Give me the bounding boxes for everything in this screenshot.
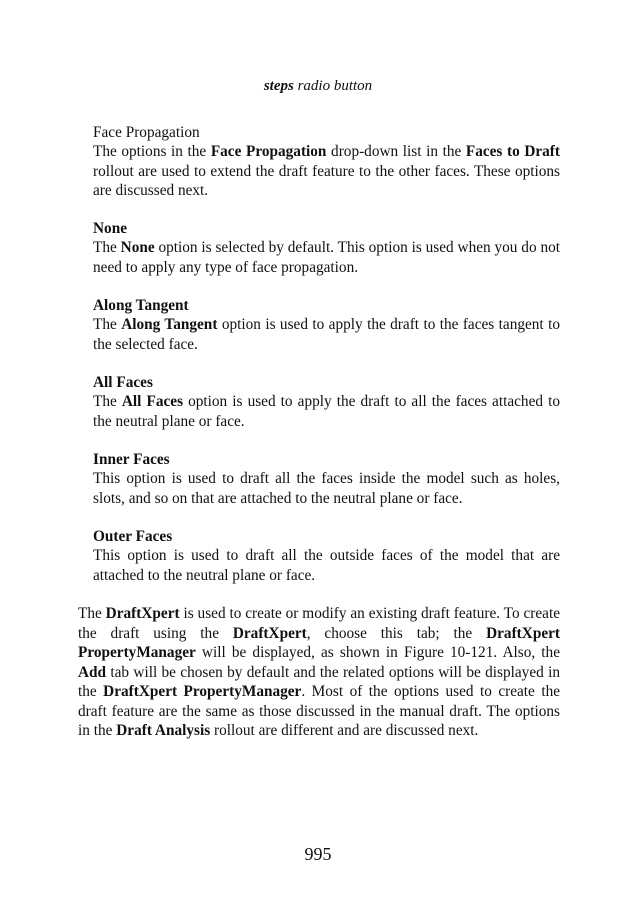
caption-rest: radio button bbox=[293, 78, 373, 94]
draftxpert-paragraph: The DraftXpert is used to create or modify an existing draft feature. To create the draft using the DraftXpert, choose this tab; the DraftXpert PropertyManager will be displayed, as shown in Figure 10-121. Also, the Add tab will be chosen by default and the related options will be displayed in the DraftXpert PropertyManager. Most of the options used to create the draft feature are the same as those discussed in the manual draft. The options in the Draft Analysis rollout are different and are discussed next. bbox=[78, 605, 561, 739]
section-all-faces bbox=[93, 373, 560, 431]
caption-bold: steps bbox=[263, 78, 294, 94]
section-none bbox=[93, 219, 560, 277]
section-inner-faces bbox=[93, 450, 560, 508]
section-body: The Along Tangent option is used to apply the draft to the faces tangent to the selected face. bbox=[93, 316, 560, 353]
section-body: The options in the Face Propagation drop-down list in the Faces to Draft rollout are used to extend the draft feature to the other faces. These options are discussed next. bbox=[93, 143, 560, 200]
section-outer-faces bbox=[93, 527, 560, 585]
section-heading: Along Tangent bbox=[93, 297, 189, 314]
section-heading: All Faces bbox=[93, 374, 153, 391]
section-heading: Outer Faces bbox=[93, 528, 173, 545]
page-number: 995 bbox=[304, 844, 332, 864]
section-heading: None bbox=[93, 220, 127, 237]
figure-caption bbox=[0, 78, 636, 95]
section-body: This option is used to draft all the faces inside the model such as holes, slots, and so on that are attached to the neutral plane or face. bbox=[93, 470, 560, 507]
section-body: The None option is selected by default. This option is used when you do not need to apply any type of face propagation. bbox=[93, 239, 560, 276]
section-body: The All Faces option is used to apply the draft to all the faces attached to the neutral plane or face. bbox=[93, 393, 560, 430]
section-body: This option is used to draft all the outside faces of the model that are attached to the neutral plane or face. bbox=[93, 547, 560, 584]
section-face-propagation bbox=[93, 123, 560, 201]
section-along-tangent bbox=[93, 296, 560, 354]
section-heading: Inner Faces bbox=[93, 451, 170, 468]
section-heading: Face Propagation bbox=[93, 124, 200, 141]
